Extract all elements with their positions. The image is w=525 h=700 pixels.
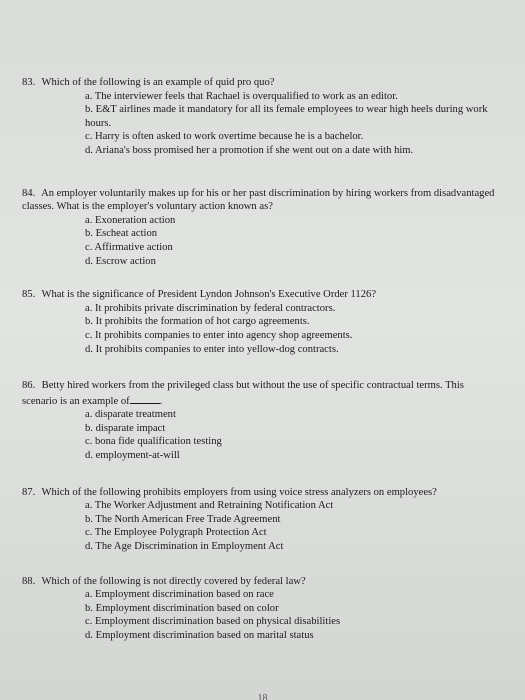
question-83: [22, 76, 495, 158]
question-84-option-d[interactable]: d. Escrow action: [85, 255, 156, 267]
question-88-option-a[interactable]: a. Employment discrimination based on race: [85, 589, 274, 601]
question-88-options: [22, 588, 495, 642]
question-84: [22, 187, 495, 269]
question-86-text: Betty hired workers from the privileged class but without the use of specific contractual terms. This scenario is an example of: [22, 380, 464, 407]
page-number: 18: [257, 693, 268, 700]
question-84-option-a[interactable]: a. Exoneration action: [85, 214, 176, 226]
question-87-option-b[interactable]: b. The North American Free Trade Agreement: [85, 513, 281, 525]
question-88-option-b[interactable]: b. Employment discrimination based on color: [85, 602, 279, 614]
question-85-stem: [22, 288, 495, 302]
question-86-option-b[interactable]: b. disparate impact: [85, 422, 166, 434]
question-87-option-c[interactable]: c. The Employee Polygraph Protection Act: [85, 527, 267, 539]
question-84-option-c[interactable]: c. Affirmative action: [85, 241, 173, 253]
question-88-option-c[interactable]: c. Employment discrimination based on physical disabilities: [85, 616, 341, 628]
question-86-text-end: .: [159, 395, 163, 407]
question-84-text: An employer voluntarily makes up for his or her past discrimination by hiring workers from disadvantaged classes. What is the employer's voluntary action known as?: [22, 187, 495, 213]
question-87-text: Which of the following prohibits employers from using voice stress analyzers on employees?: [41, 486, 437, 498]
question-88-option-d[interactable]: d. Employment discrimination based on marital status: [85, 630, 314, 641]
question-83-options: [22, 90, 495, 158]
question-84-stem: [22, 187, 495, 214]
question-87-option-a[interactable]: a. The Worker Adjustment and Retraining Notification Act: [85, 500, 334, 512]
question-85-option-c[interactable]: c. It prohibits companies to enter into agency shop agreements.: [85, 329, 353, 341]
question-84-number: 84.: [22, 187, 36, 199]
question-87-number: 87.: [22, 486, 36, 498]
question-85-options: [22, 302, 495, 356]
question-88: [22, 575, 495, 643]
question-86: [22, 379, 495, 463]
question-83-number: 83.: [22, 77, 36, 88]
question-84-options: [22, 214, 495, 268]
question-86-stem: [22, 379, 495, 408]
question-85-option-a[interactable]: a. It prohibits private discrimination by federal contractors.: [85, 302, 336, 314]
question-88-number: 88.: [22, 575, 36, 587]
question-86-option-d[interactable]: d. employment-at-will: [85, 450, 180, 462]
question-85-option-b[interactable]: b. It prohibits the formation of hot cargo agreements.: [85, 316, 310, 328]
question-87-stem: [22, 486, 495, 500]
question-87-option-d[interactable]: d. The Age Discrimination in Employment Act: [85, 541, 284, 553]
question-88-stem: [22, 575, 495, 589]
question-86-options: [22, 408, 495, 462]
question-83-stem: [22, 76, 495, 90]
question-83-option-d[interactable]: d. Ariana's boss promised her a promotion if she went out on a date with him.: [85, 144, 414, 156]
question-85: [22, 288, 495, 356]
answer-blank[interactable]: [130, 393, 160, 404]
question-83-option-c[interactable]: c. Harry is often asked to work overtime because he is a bachelor.: [85, 131, 364, 143]
question-88-text: Which of the following is not directly covered by federal law?: [41, 575, 306, 587]
question-87-options: [22, 499, 495, 553]
question-83-option-a[interactable]: a. The interviewer feels that Rachael is overqualified to work as an editor.: [85, 90, 398, 102]
question-83-option-b[interactable]: b. E&T airlines made it mandatory for all its female employees to wear high heels during work hours.: [85, 104, 488, 129]
question-87: [22, 486, 495, 554]
question-85-number: 85.: [22, 289, 36, 301]
question-86-option-a[interactable]: a. disparate treatment: [85, 409, 176, 421]
question-86-option-c[interactable]: c. bona fide qualification testing: [85, 436, 222, 448]
question-85-option-d[interactable]: d. It prohibits companies to enter into yellow-dog contracts.: [85, 343, 339, 355]
question-85-text: What is the significance of President Lyndon Johnson's Executive Order 1126?: [41, 289, 377, 301]
question-83-text: Which of the following is an example of quid pro quo?: [41, 77, 275, 88]
question-86-number: 86.: [22, 380, 36, 392]
question-84-option-b[interactable]: b. Escheat action: [85, 228, 158, 240]
